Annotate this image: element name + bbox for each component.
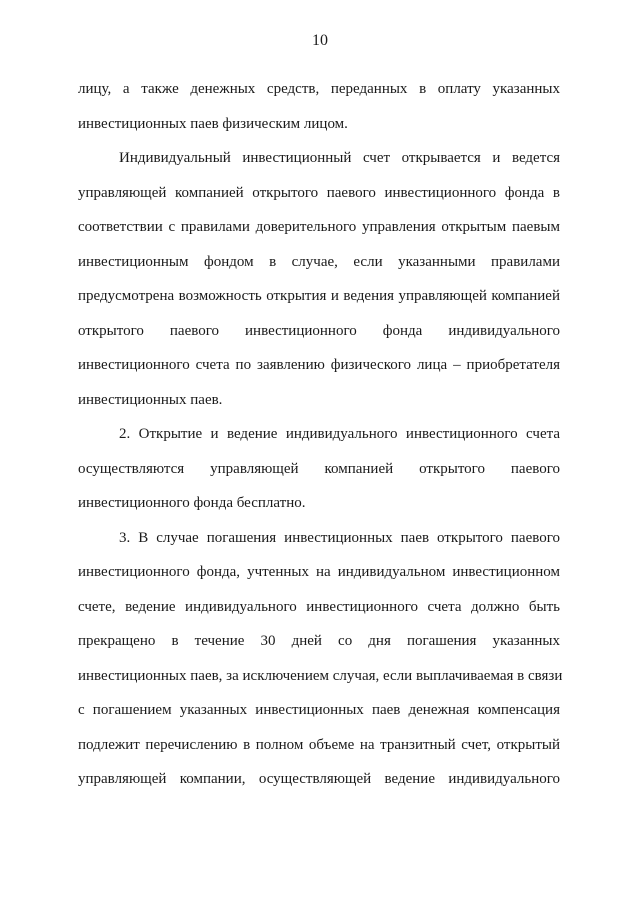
paragraph-account-opening	[78, 141, 560, 417]
text-line: осуществляются управляющей компанией открытого паевого	[78, 460, 560, 477]
text-line: прекращено в течение 30 дней со дня погашения указанных	[78, 633, 560, 649]
text-line: 3. В случае погашения инвестиционных паев открытого паевого	[119, 529, 560, 546]
document-body	[78, 72, 563, 797]
text-line: управляющей компанией открытого паевого инвестиционного фонда в	[78, 184, 560, 201]
page-number: 10	[312, 32, 328, 49]
text-line: лицу, а также денежных средств, переданных в оплату указанных	[78, 81, 560, 97]
text-line: с погашением указанных инвестиционных паев денежная компенсация	[78, 702, 560, 718]
text-line: инвестиционных паев.	[78, 391, 223, 408]
text-line: управляющей компании, осуществляющей ведение индивидуального	[78, 771, 560, 787]
text-line: инвестиционным фондом в случае, если указанными правилами	[78, 253, 560, 270]
text-line: 2. Открытие и ведение индивидуального инвестиционного счета	[119, 426, 560, 442]
text-line: инвестиционного счета по заявлению физического лица – приобретателя	[78, 357, 560, 373]
text-line: счете, ведение индивидуального инвестиционного счета должно быть	[78, 598, 560, 615]
paragraph-item-2	[78, 417, 560, 521]
text-line: предусмотрена возможность открытия и ведения управляющей компанией	[78, 288, 560, 304]
text-line: инвестиционного фонда бесплатно.	[78, 495, 306, 511]
text-line: открытого паевого инвестиционного фонда индивидуального	[78, 322, 560, 339]
text-line: соответствии с правилами доверительного управления открытым паевым	[78, 219, 560, 235]
paragraph-item-3	[78, 521, 563, 797]
text-line: Индивидуальный инвестиционный счет открывается и ведется	[119, 150, 560, 166]
text-line: подлежит перечислению в полном объеме на транзитный счет, открытый	[78, 736, 560, 753]
text-line: инвестиционных паев, за исключением случая, если выплачиваемая в связи	[78, 667, 563, 684]
paragraph-continuation	[78, 72, 560, 141]
text-line: инвестиционного фонда, учтенных на индивидуальном инвестиционном	[78, 564, 560, 580]
text-line: инвестиционных паев физическим лицом.	[78, 115, 348, 132]
